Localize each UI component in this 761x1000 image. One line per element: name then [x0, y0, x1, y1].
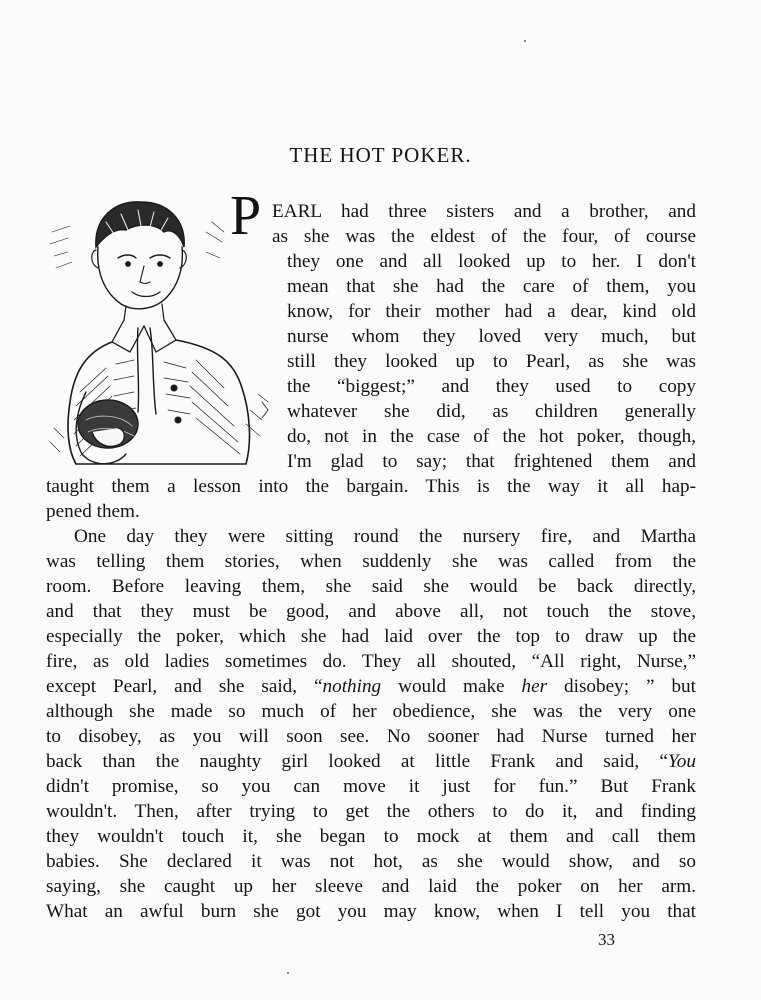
text-line: saying, she caught up her sleeve and laid the poker on her arm. — [46, 876, 696, 897]
text-line: nurse whom they loved very much, but — [287, 326, 696, 347]
text-line: mean that she had the care of them, you — [287, 276, 696, 297]
text-line: although she made so much of her obedience, she was the very one — [46, 701, 696, 722]
text-line: whatever she did, as children generally — [287, 401, 696, 422]
text-line: was telling them stories, when suddenly she was called from the — [46, 551, 696, 572]
text-segment: disobey; ” but — [547, 676, 696, 697]
text-line: What an awful burn she got you may know, when I tell you that — [46, 901, 696, 922]
text-line: know, for their mother had a dear, kind old — [287, 301, 696, 322]
paper-speck — [287, 972, 289, 974]
text-line: to disobey, as you will soon see. No sooner had Nurse turned her — [46, 726, 696, 747]
text-line: room. Before leaving them, she said she would be back directly, — [46, 576, 696, 597]
text-line — [46, 675, 696, 699]
text-line: wouldn't. Then, after trying to get the others to do it, and finding — [46, 801, 696, 822]
paper-speck — [524, 40, 526, 42]
page-number: 33 — [598, 930, 615, 949]
text-line: they wouldn't touch it, she began to mock at them and call them — [46, 826, 696, 847]
text-line: I'm glad to say; that frightened them and — [287, 451, 696, 472]
text-line: as she was the eldest of the four, of course — [272, 226, 696, 247]
text-line: pened them. — [46, 501, 140, 522]
text-line: they one and all looked up to her. I don't — [287, 251, 696, 272]
text-segment: back than the naughty girl looked at little Frank and said, “ — [46, 751, 668, 772]
emphasis-you: You — [667, 751, 696, 772]
text-segment: except Pearl, and she said, “ — [46, 676, 323, 697]
text-line: and that they must be good, and above all, not touch the stove, — [46, 601, 696, 622]
text-segment: would make — [381, 676, 522, 697]
text-line: still they looked up to Pearl, as she was — [287, 351, 696, 372]
text-line: didn't promise, so you can move it just for fun.” But Frank — [46, 776, 696, 797]
text-line: do, not in the case of the hot poker, though, — [287, 426, 696, 447]
text-line: fire, as old ladies sometimes do. They all shouted, “All right, Nurse,” — [46, 651, 696, 672]
emphasis-nothing: nothing — [322, 676, 382, 697]
text-line — [46, 750, 696, 774]
text-line: the “biggest;” and they used to copy — [287, 376, 696, 397]
text-line: especially the poker, which she had laid over the top to draw up the — [46, 626, 696, 647]
text-line: EARL had three sisters and a brother, and — [272, 201, 696, 222]
emphasis-her: her — [521, 676, 548, 697]
chapter-title: THE HOT POKER. — [289, 143, 472, 167]
text-line: One day they were sitting round the nursery fire, and Martha — [74, 526, 696, 547]
text-line: babies. She declared it was not hot, as she would show, and so — [46, 851, 696, 872]
drop-cap: P — [230, 185, 262, 247]
text-line: taught them a lesson into the bargain. This is the way it all hap- — [46, 476, 696, 497]
